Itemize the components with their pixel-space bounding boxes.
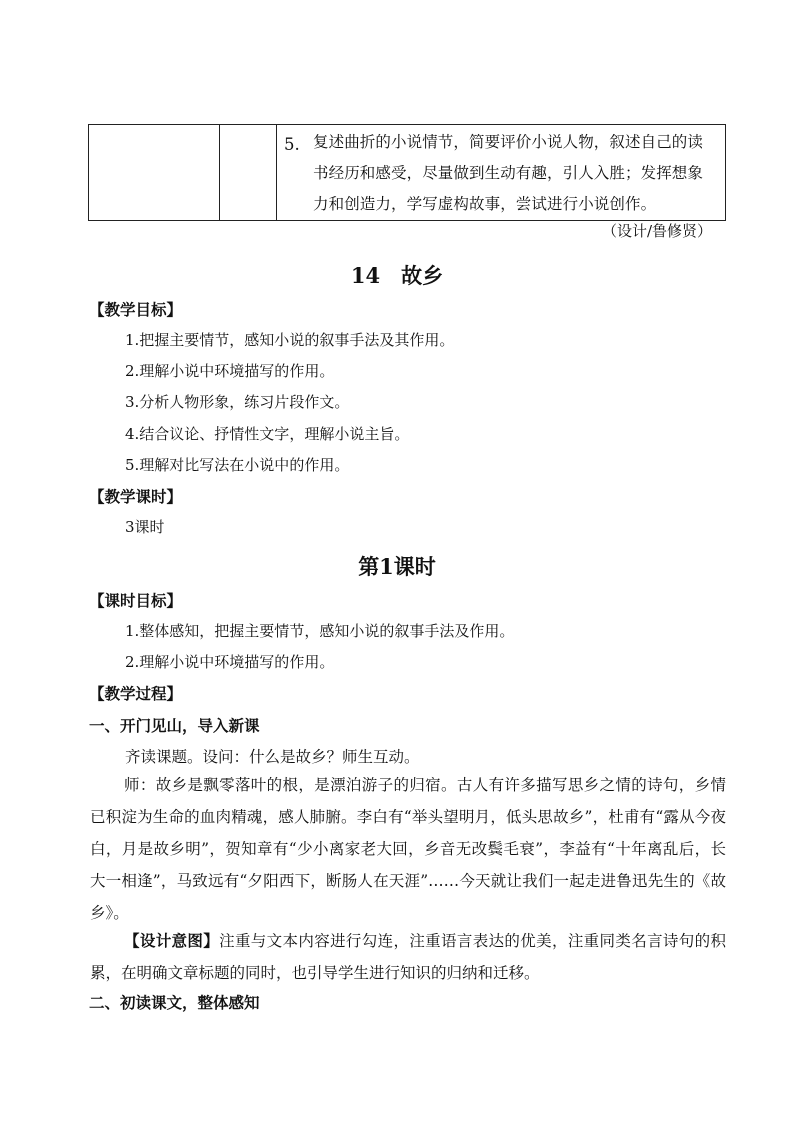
objective-text: 复述曲折的小说情节，简要评价小说人物，叙述自己的读书经历和感受，尽量做到生动有趣，引人入胜；发挥想象力和创造力，学写虚构故事，尝试进行小说创作。 — [313, 133, 704, 213]
step-1-heading: 一、开门见山，导入新课 — [89, 716, 260, 735]
goal-item-4: 4.结合议论、抒情性文字，理解小说主旨。 — [125, 425, 410, 443]
table-cell-empty-1 — [89, 125, 220, 221]
goals-heading: 【教学目标】 — [89, 300, 183, 319]
design-credit: （设计/鲁修贤） — [601, 222, 712, 240]
hours-value: 3课时 — [125, 518, 165, 536]
hours-heading: 【教学课时】 — [89, 487, 183, 506]
period-title: 第1课时 — [358, 554, 436, 579]
design-intent-tag: 【设计意图】 — [124, 931, 220, 950]
design-intent-paragraph — [90, 925, 726, 989]
table-cell-empty-2 — [220, 125, 277, 221]
goal-item-1: 1.把握主要情节，感知小说的叙事手法及其作用。 — [125, 331, 455, 349]
goal-item-3: 3.分析人物形象，练习片段作文。 — [125, 393, 350, 411]
design-intent-text: 注重与文本内容进行勾连，注重语言表达的优美，注重同类名言诗句的积累，在明确文章标题的同时，也引导学生进行知识的归纳和迁移。 — [90, 932, 726, 982]
goal-item-5: 5.理解对比写法在小说中的作用。 — [125, 456, 350, 474]
objectives-table — [88, 124, 726, 221]
goal-item-2: 2.理解小说中环境描写的作用。 — [125, 362, 335, 380]
period-goal-item-1: 1.整体感知，把握主要情节，感知小说的叙事手法及作用。 — [125, 622, 515, 640]
period-goals-heading: 【课时目标】 — [89, 591, 183, 610]
period-goal-item-2: 2.理解小说中环境描写的作用。 — [125, 653, 335, 671]
table-cell-objective — [277, 125, 726, 221]
lesson-title: 14 故乡 — [350, 263, 444, 288]
teacher-paragraph: 师：故乡是飘零落叶的根，是漂泊游子的归宿。古人有许多描写思乡之情的诗句，乡情已积淀为生命的血肉精魂，感人肺腑。李白有“举头望明月，低头思故乡”，杜甫有“露从今夜白，月是故乡明”，贺知章有“少小离家老大回，乡音无改鬓毛衰”，李益有“十年离乱后，长大一相逢”，马致远有“夕阳西下，断肠人在天涯”……今天就让我们一起走进鲁迅先生的《故乡》。 — [90, 776, 726, 922]
step-2-heading: 二、初读课文，整体感知 — [89, 993, 260, 1012]
intro-text: 齐读课题。设问：什么是故乡？师生互动。 — [125, 748, 420, 766]
process-heading: 【教学过程】 — [89, 684, 183, 703]
objective-number: 5. — [284, 135, 300, 154]
